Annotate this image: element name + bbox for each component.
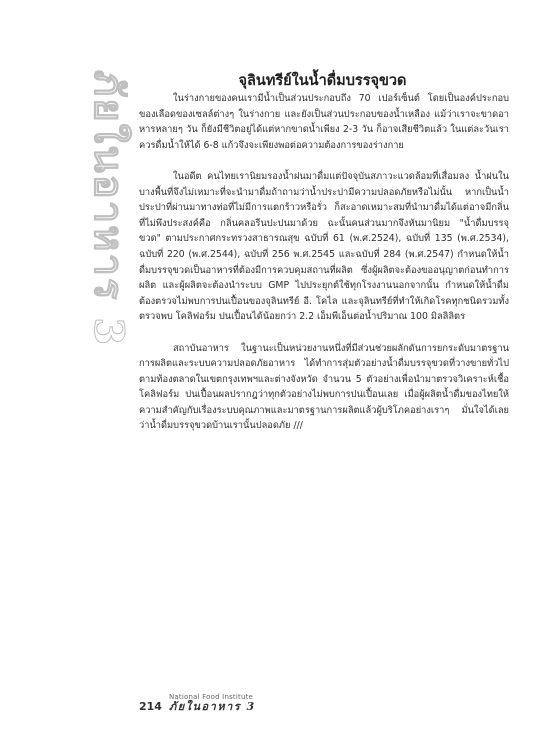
page-footer (139, 693, 256, 713)
institute-name: National Food Institute (168, 693, 254, 701)
watermark-text: ภัยในอาหาร 3 (85, 70, 132, 348)
journal-title: ภัยในอาหาร 3 (168, 700, 256, 713)
paragraph: ในอดีต คนไทยเรานิยมรองน้ำฝนมาดื่มแต่ปัจจุบันสภาวะแวดล้อมที่เสื่อมลง น้ำฝนในบางพื้นที่จึงไม่เหมาะที่จะนำมาดื่มถ้าถามว่าน้ำประปามีความปลอดภัยหรือไม่นั้น หากเป็นน้ำประปาที่ผ่านมาทางท่อที่ไม่มีการแตกร้าวหรือรั่ว ก็สะอาดเหมาะสมที่นำมาดื่มได้แต่อาจมีกลิ่นที่ไม่พึงประสงค์คือ กลิ่นคลอรีนปะปนมาด้วย ฉะนั้นคนส่วนมากจึงหันมานิยม "น้ำดื่มบรรจุขวด" ตามประกาศกระทรวงสาธารณสุข ฉบับที่ 61 (พ.ศ.2524), ฉบับที่ 135 (พ.ศ.2534), ฉบับที่ 220 (พ.ศ.2544), ฉบับที่ 256 พ.ศ.2545 และฉบับที่ 284 (พ.ศ.2547) กำหนดให้น้ำดื่มบรรจุขวดเป็นอาหารที่ต้องมีการควบคุมสถานที่ผลิต ซึ่งผู้ผลิตจะต้องขออนุญาตก่อนทำการผลิต และผู้ผลิตจะต้องนำระบบ GMP ไปประยุกต์ใช้ทุกโรงงานนอกจากนั้น กำหนดให้น้ำดื่มต้องตรวจไม่พบการปนเปื้อนของจุลินทรีย์ อี. โคไล และจุลินทรีย์ที่ทำให้เกิดโรคทุกชนิดรวมทั้งตรวจพบ โคลิฟอร์ม ปนเปื้อนได้น้อยกว่า 2.2 เอ็มพีเอ็นต่อน้ำปริมาณ 100 มิลลิลิตร (139, 170, 509, 323)
side-watermark (85, 70, 141, 560)
footer-text (169, 693, 256, 713)
article-body (139, 91, 509, 434)
paragraph: สถาบันอาหาร ในฐานะเป็นหน่วยงานหนึ่งที่มีส่วนช่วยผลักดันการยกระดับมาตรฐานการผลิตและระบบความปลอดภัยอาหาร ได้ทำการสุ่มตัวอย่างน้ำดื่มบรรจุขวดที่วางขายทั่วไปตามท้องตลาดในเขตกรุงเทพฯและต่างจังหวัด จำนวน 5 ตัวอย่างเพื่อนำมาตรวจวิเคราะห์เชื้อ โคลิฟอร์ม ปนเปื้อนผลปรากฎว่าทุกตัวอย่างไม่พบการปนเปื้อนเลย เมื่อผู้ผลิตน้ำดื่มของไทยให้ความสำคัญกับเรื่องระบบคุณภาพและมาตรฐานการผลิตแล้วผู้บริโภคอย่างเราๆ มั่นใจได้เลยว่าน้ำดื่มบรรจุขวดบ้านเรานั้นปลอดภัย /// (139, 342, 509, 432)
paragraph: ในร่างกายของคนเรามีน้ำเป็นส่วนประกอบถึง 70 เปอร์เซ็นต์ โดยเป็นองค์ประกอบของเลือดของเซลล์ต่างๆ ในร่างกาย และยังเป็นส่วนประกอบของน้ำเหลือง แม้ว่าเราจะขาดอาหารหลายๆ วัน ก็ยังมีชีวิตอยู่ได้แต่หากขาดน้ำเพียง 2-3 วัน ก็อาจเสียชีวิตแล้ว ในแต่ละวันเราควรดื่มน้ำให้ได้ 6-8 แก้วจึงจะเพียงพอต่อความต้องการของร่างกาย (139, 93, 509, 151)
article-title: จุลินทรีย์ในน้ำดื่มบรรจุขวด (238, 73, 407, 89)
page-number: 214 (139, 700, 162, 713)
